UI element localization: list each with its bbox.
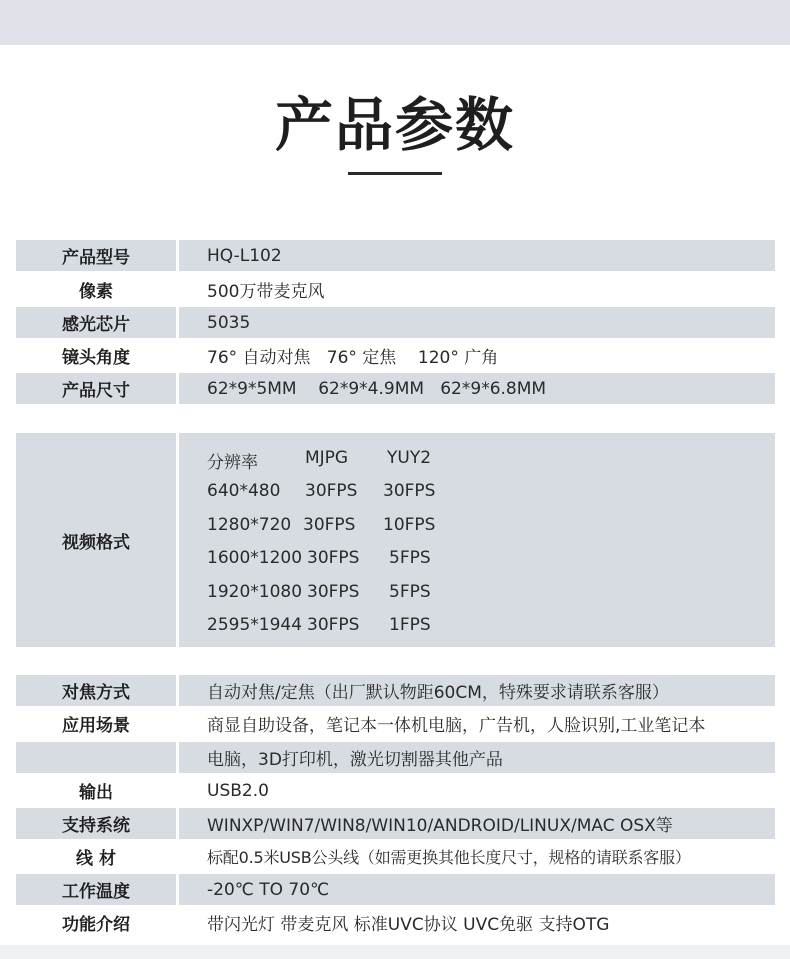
spec-label: 视频格式: [16, 433, 176, 647]
spec-value: 500万带麦克风: [207, 282, 325, 302]
top-banner: [0, 0, 790, 45]
spec-label: 支持系统: [16, 808, 176, 839]
spec-row-lens-angle: [16, 340, 775, 371]
video-cell: 1920*1080: [207, 582, 303, 602]
spec-row-model: [16, 240, 775, 271]
spec-value: 62*9*5MM 62*9*4.9MM 62*9*6.8MM: [179, 373, 775, 404]
spec-value: 自动对焦/定焦（出厂默认物距60CM，特殊要求请联系客服）: [179, 675, 775, 706]
video-cell: 1280*720: [207, 515, 292, 535]
spec-label: 工作温度: [16, 874, 176, 905]
video-cell: MJPG: [305, 448, 349, 468]
spec-label: 产品尺寸: [16, 373, 176, 404]
spec-label: 输出: [79, 783, 113, 803]
spec-row-temperature: [16, 874, 775, 905]
spec-label: 对焦方式: [16, 675, 176, 706]
spec-label: [16, 742, 176, 773]
video-cell: 1600*1200: [207, 548, 303, 568]
spec-value: USB2.0: [207, 780, 269, 801]
spec-value: 商显自助设备，笔记本一体机电脑，广告机，人脸识别,工业笔记本: [207, 716, 706, 736]
spec-label: 应用场景: [62, 716, 130, 736]
video-cell: YUY2: [387, 448, 432, 468]
video-format-row: [207, 607, 767, 640]
spec-label: 像素: [79, 282, 113, 302]
spec-label: 感光芯片: [16, 307, 176, 338]
spec-row-application: [16, 708, 775, 739]
video-format-table: [179, 433, 775, 647]
page-title: 产品参数: [274, 91, 515, 159]
video-cell: 30FPS: [305, 481, 358, 501]
spec-row-output: [16, 775, 775, 806]
video-cell: 10FPS: [383, 515, 436, 535]
video-cell: 30FPS: [307, 548, 360, 568]
video-cell: 640*480: [207, 481, 281, 501]
spec-value: 76° 自动对焦 76° 定焦 120° 广角: [207, 348, 499, 368]
video-cell: 30FPS: [383, 481, 436, 501]
video-cell: 5FPS: [389, 582, 431, 602]
spec-row-features: [16, 907, 775, 938]
spec-label: 产品型号: [16, 240, 176, 271]
bottom-banner: [0, 945, 790, 959]
video-cell: 30FPS: [307, 582, 360, 602]
spec-value: WINXP/WIN7/WIN8/WIN10/ANDROID/LINUX/MAC OSX等: [179, 808, 775, 839]
spec-value: -20℃ TO 70℃: [179, 874, 775, 905]
spec-row-size: [16, 373, 775, 404]
spec-label: 镜头角度: [62, 348, 130, 368]
spec-row-cable: [16, 841, 775, 872]
spec-value: 5035: [179, 307, 775, 338]
video-format-row: [207, 574, 767, 607]
video-cell: 2595*1944: [207, 615, 303, 635]
spec-row-os-support: [16, 808, 775, 839]
video-format-header-row: [207, 440, 767, 473]
spec-value: 标配0.5米USB公头线（如需更换其他长度尺寸，规格的请联系客服）: [207, 848, 691, 867]
video-format-row: [207, 473, 767, 506]
video-cell: 1FPS: [389, 615, 431, 635]
video-cell: 30FPS: [303, 515, 356, 535]
spec-row-focus-mode: [16, 675, 775, 706]
video-cell: 分辨率: [207, 453, 258, 473]
spec-row-video-format: [16, 433, 775, 647]
video-cell: 30FPS: [307, 615, 360, 635]
title-underline: [348, 172, 442, 175]
spec-label: 线 材: [76, 849, 116, 869]
video-format-row: [207, 507, 767, 540]
spec-value: HQ-L102: [179, 240, 775, 271]
spec-value: 电脑，3D打印机，激光切割器其他产品: [179, 742, 775, 773]
spec-row-sensor: [16, 307, 775, 338]
spec-value: 带闪光灯 带麦克风 标准UVC协议 UVC免驱 支持OTG: [207, 915, 610, 935]
spec-row-pixels: [16, 274, 775, 305]
spec-label: 功能介绍: [62, 915, 130, 935]
video-cell: 5FPS: [389, 548, 431, 568]
spec-row-application-cont: [16, 742, 775, 773]
video-format-row: [207, 540, 767, 573]
